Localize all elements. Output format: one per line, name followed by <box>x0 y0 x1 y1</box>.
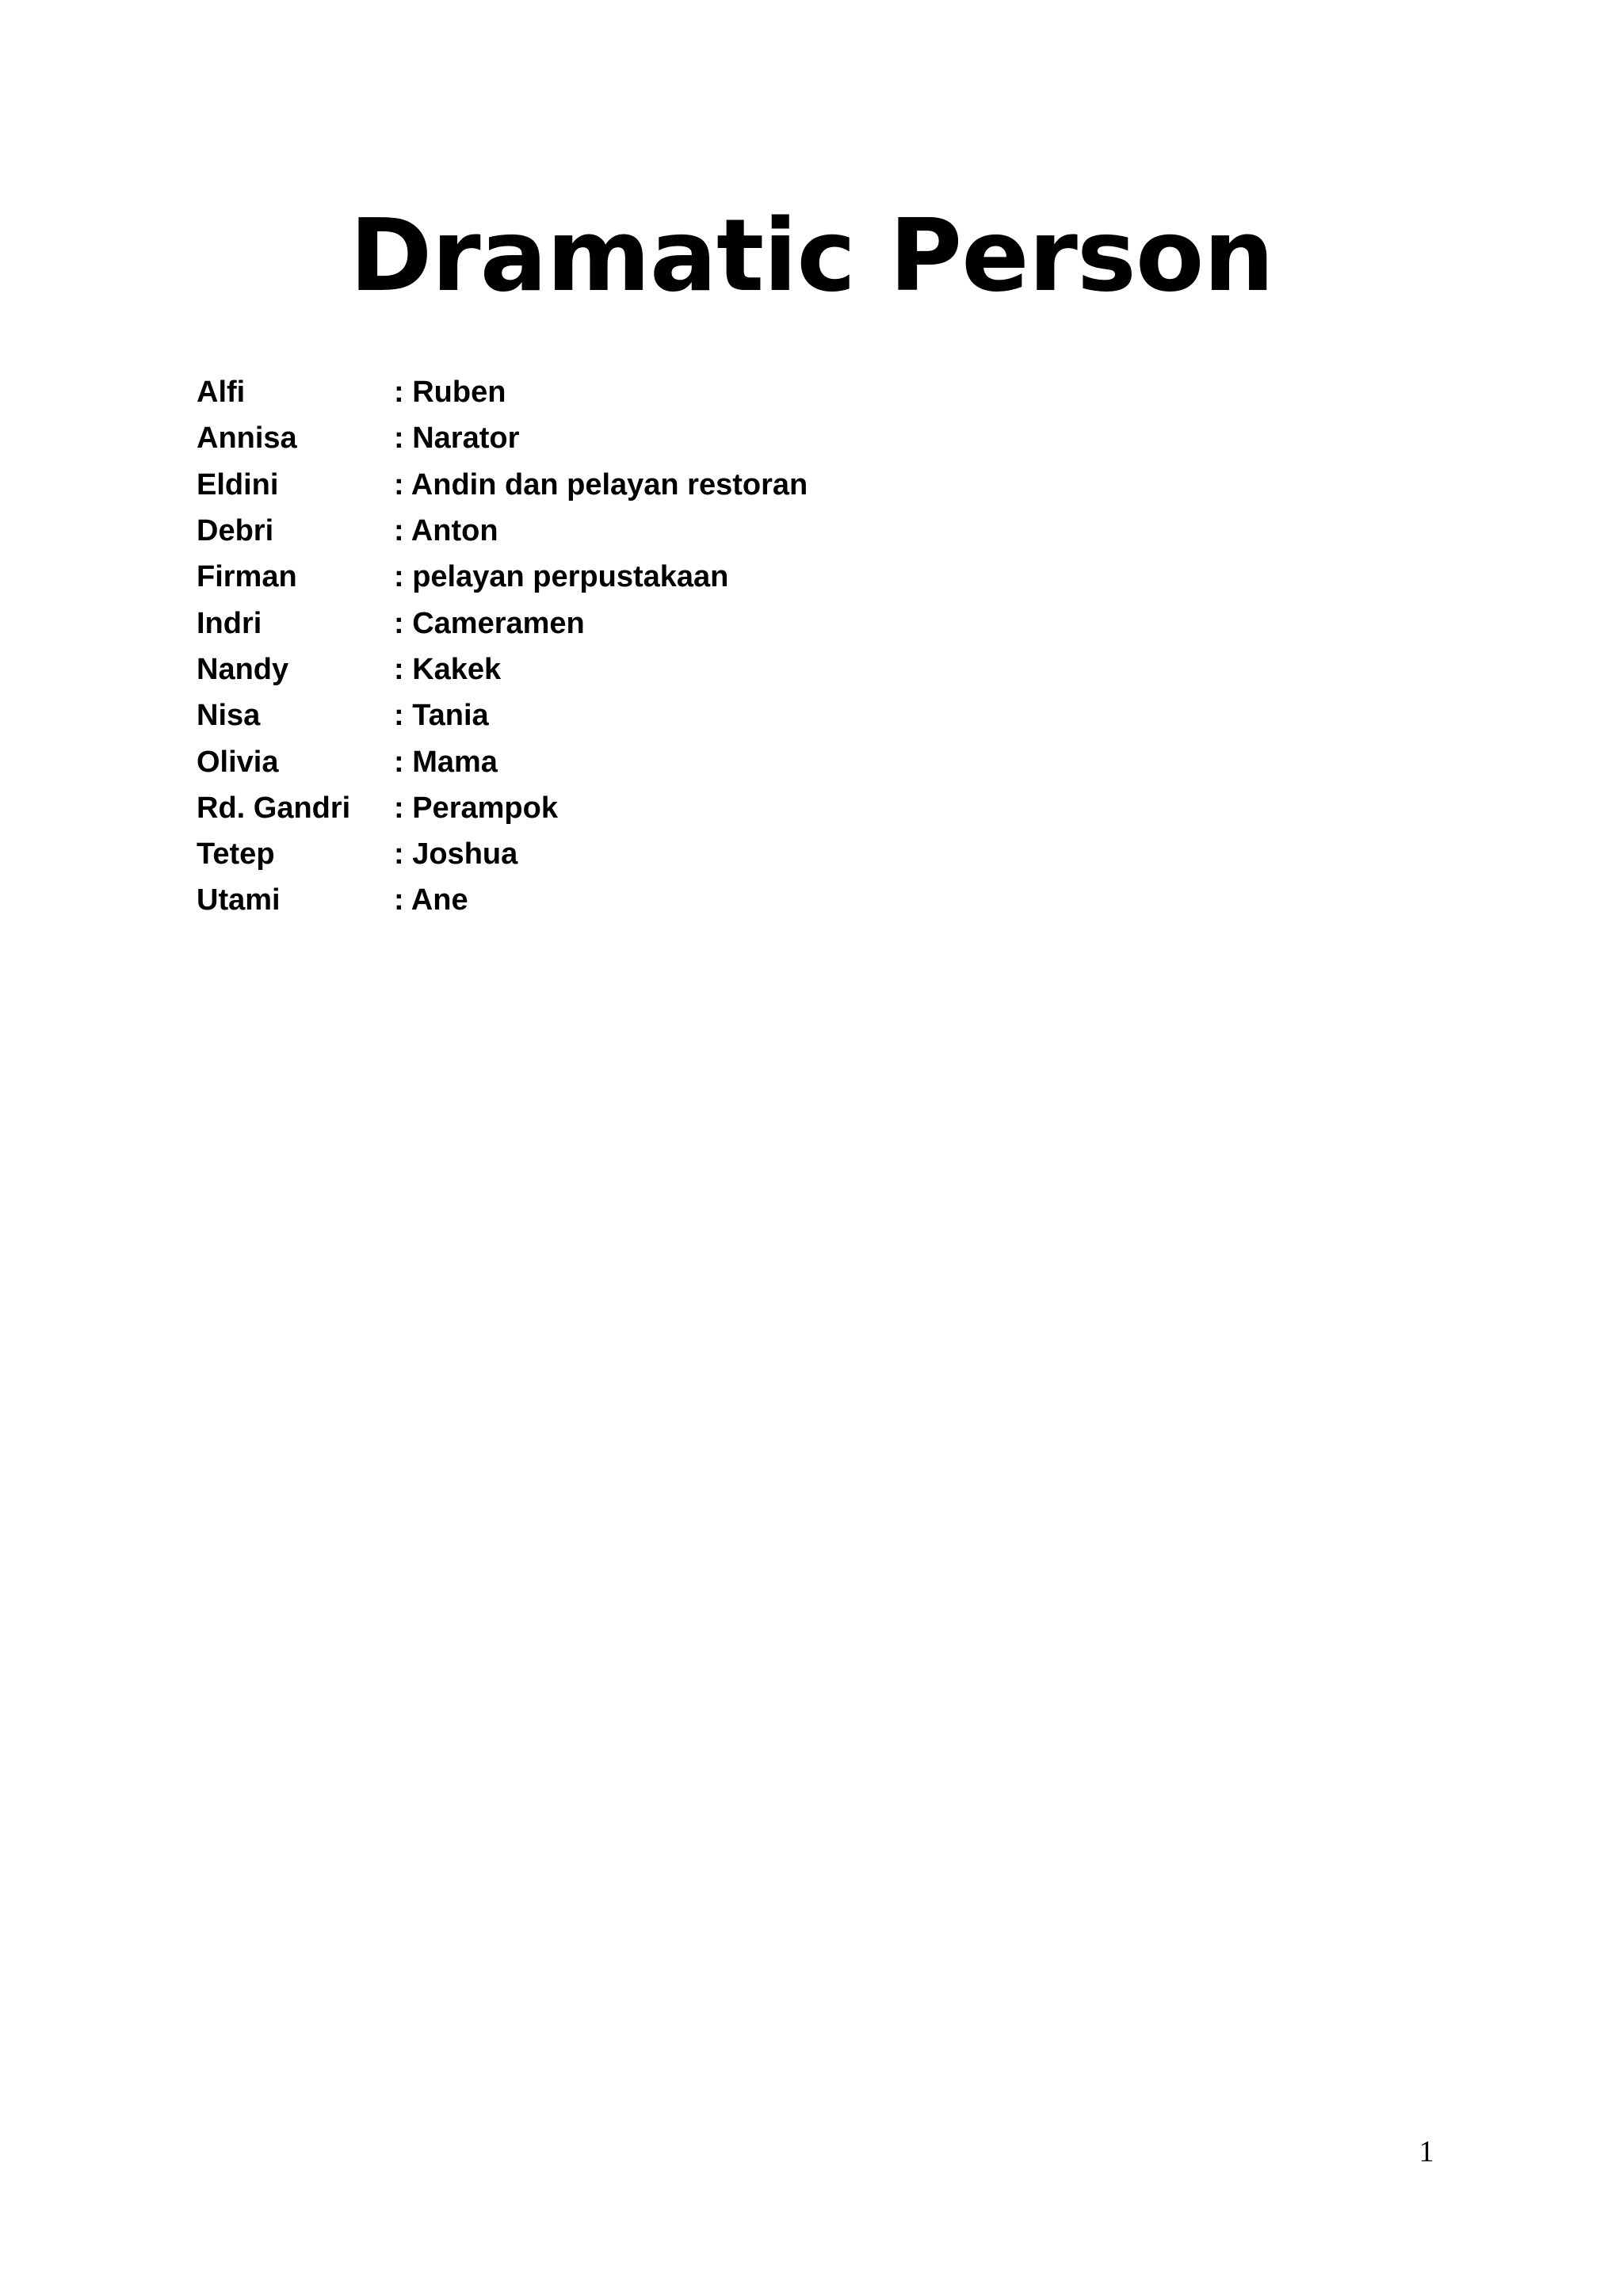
cast-row <box>197 692 1306 738</box>
page-title: Dramatic Person <box>349 197 1274 314</box>
cast-row <box>197 462 1306 508</box>
cast-row <box>197 600 1306 646</box>
role-name: : Narator <box>394 421 520 456</box>
cast-list <box>197 369 1306 924</box>
cast-row <box>197 508 1306 554</box>
actor-name: Rd. Gandri <box>197 791 351 825</box>
actor-name: Firman <box>197 560 297 594</box>
role-name: : Kakek <box>394 652 502 686</box>
cast-row <box>197 738 1306 784</box>
actor-name: Alfi <box>197 376 246 410</box>
actor-name: Annisa <box>197 421 297 456</box>
cast-row <box>197 646 1306 692</box>
role-name: : Ruben <box>394 376 506 410</box>
role-name: : Perampok <box>394 791 558 825</box>
role-name: : Tania <box>394 699 489 733</box>
actor-name: Olivia <box>197 745 279 779</box>
cast-row <box>197 369 1306 415</box>
cast-row <box>197 554 1306 600</box>
actor-name: Debri <box>197 514 274 548</box>
role-name: : pelayan perpustakaan <box>394 560 729 594</box>
cast-row <box>197 877 1306 923</box>
role-name: : Anton <box>394 514 498 548</box>
actor-name: Utami <box>197 883 281 917</box>
role-name: : Andin dan pelayan restoran <box>394 467 808 502</box>
cast-row <box>197 785 1306 831</box>
actor-name: Eldini <box>197 467 279 502</box>
role-name: : Ane <box>394 883 468 917</box>
actor-name: Indri <box>197 606 262 640</box>
actor-name: Nandy <box>197 652 289 686</box>
cast-row <box>197 415 1306 461</box>
role-name: : Joshua <box>394 837 518 871</box>
actor-name: Tetep <box>197 837 275 871</box>
actor-name: Nisa <box>197 699 261 733</box>
cast-row <box>197 831 1306 877</box>
role-name: : Cameramen <box>394 606 585 640</box>
role-name: : Mama <box>394 745 498 779</box>
page-number: 1 <box>1419 2135 1434 2168</box>
